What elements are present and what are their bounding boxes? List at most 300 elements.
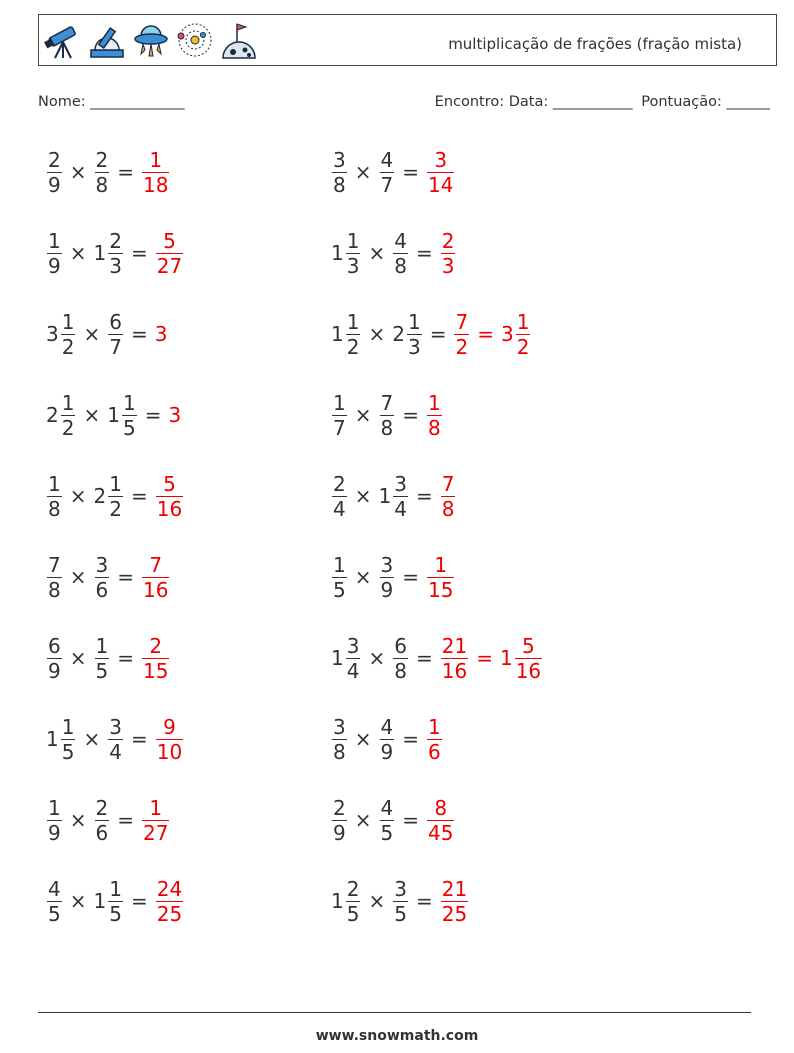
equals-sign: = [117, 646, 134, 670]
operand-b-whole: 1 [378, 484, 392, 508]
times-sign: × [69, 484, 87, 508]
score-label: Pontuação: ______ [641, 94, 770, 110]
problem-item [46, 869, 184, 933]
answer [155, 322, 169, 346]
answer-value-numerator: 5 [163, 471, 176, 496]
operand-b-fraction [108, 715, 123, 764]
operand-b-numerator: 4 [380, 714, 394, 739]
operand-b [392, 229, 409, 278]
worksheet-header [38, 14, 777, 66]
operand-a [331, 472, 348, 521]
times-sign: × [354, 808, 372, 832]
problem-item [331, 140, 455, 204]
operand-b [379, 715, 396, 764]
times-sign: × [354, 403, 372, 427]
answer-value-denominator: 25 [156, 901, 183, 926]
operand-a [331, 715, 348, 764]
operand-b-fraction [407, 310, 422, 359]
ufo-icon [131, 20, 171, 60]
operand-a [46, 472, 63, 521]
answer-value-denominator: 6 [428, 739, 441, 764]
equals-sign: = [402, 160, 419, 184]
operand-a-denominator: 9 [48, 253, 61, 278]
operand-b-numerator: 3 [380, 552, 394, 577]
operand-b-numerator: 3 [95, 552, 109, 577]
operand-b-denominator: 5 [394, 901, 407, 926]
problem-item [331, 707, 443, 771]
operand-b [94, 634, 111, 683]
operand-a-fraction [332, 796, 347, 845]
answer-value-numerator: 7 [149, 552, 163, 577]
operand-b [392, 310, 422, 359]
answer-value-denominator: 16 [143, 577, 169, 602]
answer-value-denominator: 3 [441, 253, 455, 278]
solar-system-icon [175, 20, 215, 60]
times-sign: × [368, 889, 386, 913]
operand-a-fraction [332, 472, 347, 521]
operand-b-numerator: 1 [109, 471, 122, 496]
equals-sign: = [402, 727, 419, 751]
answer-value [426, 715, 443, 764]
answer [155, 877, 184, 926]
operand-b [379, 796, 396, 845]
operand-a-denominator: 3 [346, 253, 360, 278]
moon-flag-icon [219, 20, 259, 60]
answer-value-denominator: 15 [428, 577, 454, 602]
operand-a [331, 553, 348, 602]
answer-value-numerator: 1 [428, 714, 441, 739]
answer-value-denominator: 8 [428, 415, 441, 440]
operand-a [46, 310, 76, 359]
answer-value-fraction [156, 472, 183, 521]
operand-a-fraction [332, 148, 347, 197]
operand-b [94, 796, 111, 845]
answer-mixed-whole: 3 [500, 322, 514, 346]
operand-a-whole: 2 [46, 403, 59, 427]
answer-value-denominator: 25 [441, 901, 468, 926]
answer [440, 877, 469, 926]
operand-a-numerator: 1 [48, 795, 61, 820]
operand-a-denominator: 2 [61, 415, 75, 440]
operand-a-whole: 3 [46, 322, 59, 346]
operand-b [392, 634, 409, 683]
answer-equals-sign: = [476, 646, 493, 670]
operand-a [46, 391, 76, 440]
operand-b-fraction [393, 877, 408, 926]
operand-b-fraction [393, 229, 408, 278]
operand-a-denominator: 8 [333, 739, 346, 764]
operand-a-whole: 1 [331, 241, 344, 265]
equals-sign: = [130, 484, 148, 508]
answer-value-fraction [142, 148, 169, 197]
operand-a [331, 391, 348, 440]
operand-b-denominator: 4 [394, 496, 407, 521]
answer-value-numerator: 24 [156, 876, 183, 901]
operand-b-numerator: 2 [95, 147, 109, 172]
operand-b-fraction [95, 148, 110, 197]
operand-b-numerator: 1 [109, 876, 122, 901]
operand-b-denominator: 7 [109, 334, 122, 359]
operand-a-fraction [346, 877, 361, 926]
answer-value-fraction [441, 229, 456, 278]
equals-sign: = [402, 403, 419, 427]
operand-a-denominator: 9 [48, 820, 61, 845]
problem-item [331, 383, 443, 447]
answer [168, 403, 182, 427]
answer-value [426, 553, 455, 602]
operand-a-whole: 1 [46, 727, 59, 751]
answer-value-numerator: 8 [434, 795, 448, 820]
operand-b-fraction [380, 715, 395, 764]
answer-mixed-denominator: 16 [515, 658, 542, 683]
operand-b-numerator: 4 [394, 228, 407, 253]
times-sign: × [368, 241, 386, 265]
problem-item [46, 302, 168, 366]
times-sign: × [368, 322, 386, 346]
operand-b [94, 472, 124, 521]
answer [155, 229, 184, 278]
answer-value [141, 148, 170, 197]
equals-sign: = [130, 727, 148, 751]
operand-a-fraction [61, 715, 76, 764]
operand-a-denominator: 9 [48, 172, 61, 197]
operand-a-denominator: 5 [48, 901, 61, 926]
answer-value-fraction [142, 796, 169, 845]
operand-b-denominator: 8 [394, 658, 407, 683]
problem-item [331, 869, 469, 933]
operand-b-numerator: 4 [380, 795, 394, 820]
answer [426, 553, 455, 602]
times-sign: × [354, 160, 372, 184]
operand-b-whole: 2 [392, 322, 405, 346]
operand-b [379, 472, 409, 521]
answer-value-denominator: 27 [156, 253, 183, 278]
answer-value-numerator: 7 [455, 309, 469, 334]
meta-right [431, 94, 770, 110]
times-sign: × [354, 727, 372, 751]
operand-b-fraction [380, 553, 395, 602]
operand-a-whole: 1 [331, 646, 344, 670]
operand-a-numerator: 1 [346, 228, 360, 253]
answer [141, 796, 170, 845]
times-sign: × [83, 403, 101, 427]
operand-b-fraction [380, 796, 395, 845]
answer-value-fraction [156, 229, 183, 278]
operand-b-denominator: 9 [380, 739, 394, 764]
operand-b-denominator: 9 [380, 577, 394, 602]
operand-a-numerator: 1 [333, 390, 346, 415]
answer [440, 229, 457, 278]
answer-value-numerator: 1 [428, 390, 441, 415]
answer [440, 472, 457, 521]
answer-value-fraction [441, 472, 456, 521]
answer [440, 634, 543, 683]
operand-b-fraction [380, 148, 395, 197]
equals-sign: = [402, 565, 419, 589]
operand-a-fraction [346, 310, 361, 359]
operand-a-denominator: 8 [333, 172, 346, 197]
footer-url: www.snowmath.com [315, 1028, 479, 1044]
operand-b-denominator: 5 [95, 658, 109, 683]
operand-a-numerator: 2 [48, 147, 61, 172]
answer-value [440, 472, 457, 521]
observatory-icon [87, 20, 127, 60]
times-sign: × [69, 889, 87, 913]
times-sign: × [83, 322, 101, 346]
operand-a-numerator: 1 [61, 390, 75, 415]
equals-sign: = [415, 646, 433, 670]
problem-item [46, 707, 184, 771]
operand-b-fraction [393, 472, 408, 521]
operand-b-numerator: 1 [407, 309, 421, 334]
operand-a [331, 310, 361, 359]
answer-value [155, 472, 184, 521]
equals-sign: = [402, 808, 419, 832]
operand-a [331, 148, 348, 197]
answer-value-numerator: 21 [441, 633, 468, 658]
answer-value-denominator: 27 [143, 820, 169, 845]
operand-b-denominator: 3 [407, 334, 421, 359]
operand-a-fraction [47, 877, 62, 926]
times-sign: × [69, 160, 87, 184]
problem-item [331, 221, 456, 285]
operand-b-fraction [108, 877, 123, 926]
times-sign: × [69, 565, 87, 589]
operand-a-fraction [47, 148, 62, 197]
times-sign: × [354, 484, 372, 508]
operand-a-numerator: 3 [346, 633, 360, 658]
operand-b-numerator: 2 [109, 228, 122, 253]
operand-a-denominator: 5 [333, 577, 346, 602]
operand-b-numerator: 3 [394, 471, 407, 496]
answer-value-denominator: 18 [143, 172, 169, 197]
answer-value [453, 310, 470, 359]
footer-divider [38, 1012, 751, 1013]
operand-b [392, 877, 409, 926]
operand-a-fraction [47, 796, 62, 845]
operand-a-fraction [47, 634, 62, 683]
answer-value-fraction [156, 877, 183, 926]
operand-a [331, 634, 361, 683]
operand-a-fraction [332, 553, 347, 602]
operand-b-numerator: 1 [122, 390, 136, 415]
times-sign: × [69, 646, 87, 670]
answer-value [426, 796, 455, 845]
operand-a-numerator: 1 [61, 309, 75, 334]
operand-a-denominator: 9 [333, 820, 346, 845]
operand-a-fraction [61, 310, 76, 359]
operand-a [46, 877, 63, 926]
answer-value-fraction [427, 796, 454, 845]
answer-value [141, 553, 170, 602]
operand-a-numerator: 1 [48, 228, 61, 253]
telescope-icon [43, 20, 83, 60]
operand-a-numerator: 2 [346, 876, 360, 901]
equals-sign: = [144, 403, 162, 427]
operand-a [46, 715, 76, 764]
equals-sign: = [415, 484, 433, 508]
problem-item [46, 788, 170, 852]
operand-b-whole: 2 [93, 484, 107, 508]
operand-a-fraction [47, 553, 62, 602]
times-sign: × [354, 565, 372, 589]
answer-value-numerator: 1 [149, 147, 163, 172]
operand-a-denominator: 9 [48, 658, 61, 683]
answer-value [155, 229, 184, 278]
operand-a-numerator: 3 [333, 147, 346, 172]
answer-value-denominator: 2 [455, 334, 469, 359]
answer-value-denominator: 14 [428, 172, 454, 197]
operand-b-denominator: 5 [380, 820, 394, 845]
operand-b-denominator: 4 [109, 739, 122, 764]
operand-b [94, 148, 111, 197]
equals-sign: = [117, 808, 134, 832]
times-sign: × [83, 727, 101, 751]
operand-a [46, 553, 63, 602]
operand-b-denominator: 5 [109, 901, 122, 926]
answer-value [440, 634, 469, 683]
operand-a-numerator: 1 [333, 552, 346, 577]
answer-mixed-fraction [515, 634, 542, 683]
answer-value-fraction [427, 715, 442, 764]
answer-value-fraction [427, 391, 442, 440]
operand-b-fraction [122, 391, 137, 440]
problem-item [46, 140, 170, 204]
answer [141, 553, 170, 602]
operand-b [107, 310, 124, 359]
answer [426, 148, 455, 197]
answer-mixed [500, 634, 543, 683]
problem-item [331, 788, 455, 852]
equals-sign: = [130, 241, 148, 265]
answer-value [440, 229, 457, 278]
operand-b-whole: 1 [93, 889, 107, 913]
operand-b-fraction [393, 634, 408, 683]
answer-value-denominator: 16 [441, 658, 468, 683]
answer-value-denominator: 8 [441, 496, 455, 521]
operand-a-denominator: 7 [333, 415, 346, 440]
answer-mixed-denominator: 2 [516, 334, 530, 359]
operand-a-numerator: 1 [61, 714, 75, 739]
operand-b [94, 553, 111, 602]
answer-value [426, 391, 443, 440]
answer [155, 472, 184, 521]
times-sign: × [69, 808, 87, 832]
times-sign: × [69, 241, 87, 265]
operand-a-numerator: 3 [333, 714, 346, 739]
problem-item [46, 464, 184, 528]
encounter-date-label: Encontro: Data: ___________ [434, 94, 633, 110]
answer-value-numerator: 5 [163, 228, 176, 253]
operand-b-denominator: 2 [109, 496, 122, 521]
problem-item [46, 626, 170, 690]
operand-a-fraction [346, 229, 361, 278]
answer-value-numerator: 9 [163, 714, 176, 739]
operand-a [331, 877, 361, 926]
equals-sign: = [130, 322, 148, 346]
answer-value-fraction [156, 715, 183, 764]
problem-item [331, 545, 455, 609]
operand-a-fraction [47, 229, 62, 278]
answer-value-whole: 3 [154, 322, 168, 346]
equals-sign: = [117, 565, 134, 589]
operand-b [379, 553, 396, 602]
answer-value-fraction [454, 310, 469, 359]
answer-value-fraction [427, 553, 454, 602]
answer-value-numerator: 3 [434, 147, 448, 172]
operand-b-denominator: 8 [380, 415, 394, 440]
operand-b-denominator: 6 [95, 820, 109, 845]
operand-a [46, 148, 63, 197]
answer [155, 715, 184, 764]
operand-a-numerator: 1 [346, 309, 360, 334]
operand-b-fraction [95, 553, 110, 602]
operand-a [331, 796, 348, 845]
operand-b-denominator: 6 [95, 577, 109, 602]
operand-b-denominator: 3 [109, 253, 122, 278]
operand-a-fraction [346, 634, 361, 683]
answer-value-fraction [142, 634, 169, 683]
operand-a-numerator: 2 [333, 795, 346, 820]
operand-b-fraction [108, 310, 123, 359]
answer-value-numerator: 1 [149, 795, 163, 820]
operand-b [107, 391, 137, 440]
operand-a-denominator: 5 [61, 739, 75, 764]
answer-value [155, 715, 184, 764]
answer [453, 310, 531, 359]
times-sign: × [368, 646, 386, 670]
operand-b-denominator: 5 [122, 415, 136, 440]
operand-b-numerator: 1 [95, 633, 109, 658]
problem-item [331, 302, 531, 366]
answer-value-denominator: 45 [428, 820, 454, 845]
answer-mixed-numerator: 1 [516, 309, 530, 334]
answer-mixed-numerator: 5 [522, 633, 535, 658]
operand-a-fraction [332, 391, 347, 440]
operand-a [46, 796, 63, 845]
operand-b [379, 148, 396, 197]
operand-a-denominator: 2 [346, 334, 360, 359]
operand-b [107, 715, 124, 764]
answer-value [155, 322, 169, 346]
answer [426, 715, 443, 764]
operand-a-denominator: 8 [48, 577, 61, 602]
operand-a-fraction [332, 715, 347, 764]
answer [426, 796, 455, 845]
answer-value-numerator: 7 [441, 471, 455, 496]
operand-a-denominator: 2 [61, 334, 75, 359]
operand-b-numerator: 7 [380, 390, 394, 415]
answer-value-numerator: 1 [434, 552, 448, 577]
answer [141, 148, 170, 197]
answer [426, 391, 443, 440]
answer-value-denominator: 15 [143, 658, 169, 683]
answer-value [141, 796, 170, 845]
equals-sign: = [415, 889, 433, 913]
answer-value-denominator: 16 [156, 496, 183, 521]
operand-a-numerator: 2 [333, 471, 346, 496]
operand-b [94, 229, 124, 278]
problem-item [331, 464, 456, 528]
operand-b-denominator: 7 [380, 172, 394, 197]
answer-value [168, 403, 182, 427]
operand-b-numerator: 4 [380, 147, 394, 172]
operand-b-whole: 1 [107, 403, 120, 427]
answer-mixed-whole: 1 [499, 646, 513, 670]
equals-sign: = [429, 322, 447, 346]
answer-value-fraction [142, 553, 169, 602]
problem-item [46, 383, 182, 447]
